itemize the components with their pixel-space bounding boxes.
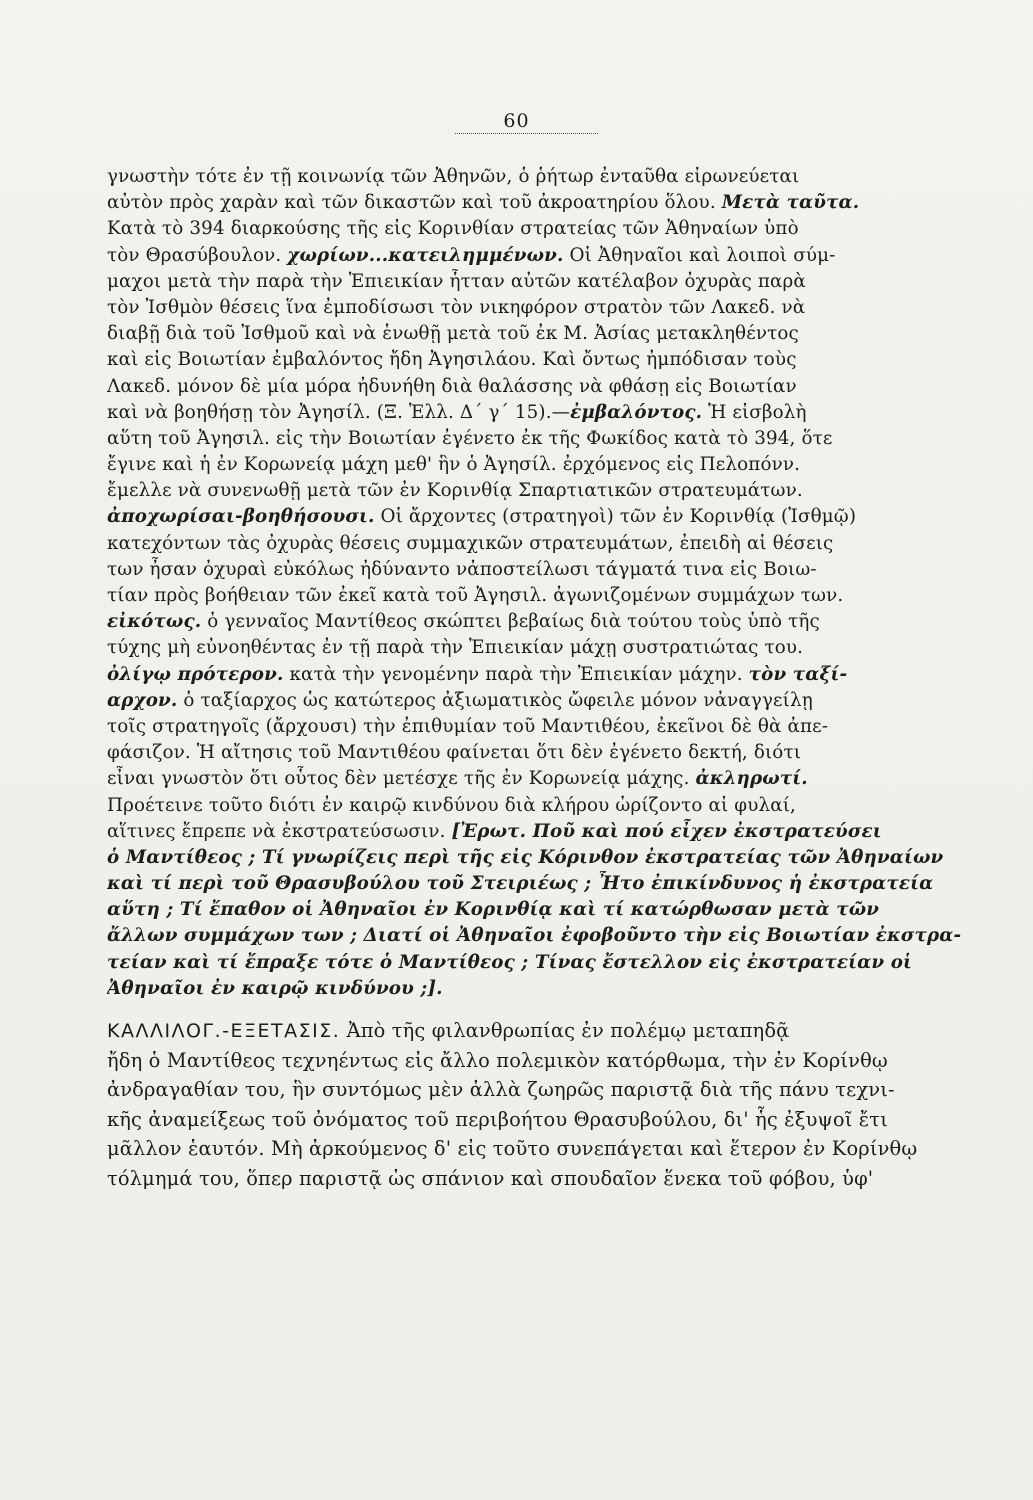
text-line: ἔγινε καὶ ἡ ἐν Κορωνείᾳ μάχη μεθ' ἣν ὁ Ἀγησίλ. ἐρχόμενος εἰς Πελοπόνν. [107, 454, 801, 476]
text-line: των ἦσαν ὀχυραὶ εὐκόλως ἠδύναντο νἀποστείλωσι τάγματά τινα εἰς Βοιω- [107, 558, 817, 580]
text-line: τύχης μὴ εὐνοηθέντας ἐν τῇ παρὰ τὴν Ἐπιεικίαν μάχῃ συστρατιώτας του. [107, 637, 804, 659]
text-line: κῆς ἀναμείξεως τοῦ ὀνόματος τοῦ περιβοήτου Θρασυβούλου, δι' ἧς ἐξυψοῖ ἔτι [107, 1107, 888, 1131]
lemma: ὀλίγῳ πρότερον. [107, 663, 284, 685]
text-line: ἀποχωρίσαι-βοηθήσουσι. Οἱ ἄρχοντες (στρατηγοὶ) τῶν ἐν Κορινθίᾳ (Ἰσθμῷ) [107, 506, 857, 528]
text-line: τοῖς στρατηγοῖς (ἄρχουσι) τὴν ἐπιθυμίαν τοῦ Μαντιθέου, ἐκεῖνοι δὲ θὰ ἀπε- [107, 715, 829, 737]
text-line: εἶναι γνωστὸν ὅτι οὗτος δὲν μετέσχε τῆς ἐν Κορωνείᾳ μάχης. ἀκληρωτί. [107, 768, 808, 790]
lemma: Μετὰ ταῦτα. [721, 192, 860, 214]
text-line: γνωστὴν τότε ἐν τῇ κοινωνίᾳ τῶν Ἀθηνῶν, ὁ ῥήτωρ ἐνταῦθα εἰρωνεύεται [107, 166, 800, 187]
text-line: φάσιζον. Ἡ αἴτησις τοῦ Μαντιθέου φαίνεται ὅτι δὲν ἐγένετο δεκτή, διότι [107, 742, 802, 764]
text-line: Προέτεινε τοῦτο διότι ἐν καιρῷ κινδύνου διὰ κλήρου ὡρίζοντο αἱ φυλαί, [107, 794, 797, 816]
text-line: αἵτινες ἔπρεπε νὰ ἐκστρατεύσωσιν. [Ἐρωτ. Ποῦ καὶ πού εἶχεν ἐκστρατεύσει [107, 820, 882, 842]
text-line: εἰκότως. ὁ γενναῖος Μαντίθεος σκώπτει βεβαίως διὰ τούτου τοὺς ὑπὸ τῆς [107, 611, 820, 633]
text-line: κατεχόντων τὰς ὀχυρὰς θέσεις συμμαχικῶν στρατευμάτων, ἐπειδὴ αἱ θέσεις [107, 532, 834, 554]
question-line: καὶ τί περὶ τοῦ Θρασυβούλου τοῦ Στειριέως ; Ἦτο ἐπικίνδυνος ἡ ἐκστρατεία [107, 873, 934, 895]
text-line: αὐτὸν πρὸς χαρὰν καὶ τῶν δικαστῶν καὶ τοῦ ἀκροατηρίου ὅλου. Μετὰ ταῦτα. [107, 192, 860, 214]
lemma: χωρίων...κατειλημμένων. [287, 244, 564, 266]
questions-start: [Ἐρωτ. Ποῦ καὶ πού εἶχεν ἐκστρατεύσει [451, 820, 882, 842]
question-line: αὕτη ; Τί ἔπαθον οἱ Ἀθηναῖοι ἐν Κορινθίᾳ καὶ τί κατώρθωσαν μετὰ τῶν [107, 899, 880, 921]
lemma: ἀποχωρίσαι-βοηθήσουσι. [107, 506, 375, 528]
question-line: ὁ Μαντίθεος ; Τί γνωρίζεις περὶ τῆς εἰς Κόρινθον ἐκστρατείας τῶν Ἀθηναίων [107, 846, 944, 868]
text-line: μᾶλλον ἑαυτόν. Μὴ ἀρκούμενος δ' εἰς τοῦτο συνεπάγεται καὶ ἕτερον ἐν Κορίνθῳ [107, 1137, 918, 1160]
text-line: διαβῇ διὰ τοῦ Ἰσθμοῦ καὶ νὰ ἑνωθῇ μετὰ τοῦ ἐκ Μ. Ἀσίας μετακληθέντος [107, 323, 799, 345]
text-line: ὀλίγῳ πρότερον. κατὰ τὴν γενομένην παρὰ τὴν Ἐπιεικίαν μάχην. τὸν ταξί- [107, 663, 848, 685]
question-line: τείαν καὶ τί ἔπραξε τότε ὁ Μαντίθεος ; Τίνας ἔστελλον εἰς ἐκστρατείαν οἱ [107, 951, 913, 973]
exegesis-first-line: ΚΑΛΛΙΛΟΓ.-ΕΞΕΤΑΣΙΣ. Ἀπὸ τῆς φιλανθρωπίας ἐν πολέμῳ μεταπηδᾷ [107, 1019, 790, 1042]
lemma: ἀκληρωτί. [695, 768, 808, 790]
lemma: εἰκότως. [107, 611, 202, 633]
question-line: ἄλλων συμμάχων των ; Διατί οἱ Ἀθηναῖοι ἐφοβοῦντο τὴν εἰς Βοιωτίαν ἐκστρα- [107, 925, 962, 947]
header-divider [455, 133, 598, 134]
text-line: τίαν πρὸς βοήθειαν τῶν ἐκεῖ κατὰ τοῦ Ἀγησιλ. ἀγωνιζομένων συμμάχων των. [107, 585, 844, 606]
text-line: καὶ νὰ βοηθήσῃ τὸν Ἀγησίλ. (Ξ. Ἑλλ. Δ΄ γ΄ 15).—ἐμβαλόντος. Ἡ εἰσβολὴ [107, 401, 807, 423]
text-line: τὸν Ἰσθμὸν θέσεις ἵνα ἐμποδίσωσι τὸν νικηφόρον στρατὸν τῶν Λακεδ. νὰ [107, 296, 806, 318]
text-line: Κατὰ τὸ 394 διαρκούσης τῆς εἰς Κορινθίαν στρατείας τῶν Ἀθηναίων ὑπὸ [107, 218, 799, 240]
question-line: Ἀθηναῖοι ἐν καιρῷ κινδύνου ;]. [107, 977, 443, 999]
text-line: Λακεδ. μόνον δὲ μία μόρα ἠδυνήθη διὰ θαλάσσης νὰ φθάσῃ εἰς Βοιωτίαν [107, 375, 797, 397]
text-line: καὶ εἰς Βοιωτίαν ἐμβαλόντος ἤδη Ἀγησιλάου. Καὶ ὄντως ἠμπόδισαν τοὺς [107, 349, 797, 371]
section-gap [107, 1002, 987, 1016]
page-number: 60 [503, 110, 530, 132]
text-line: τόλμημά του, ὅπερ παριστᾷ ὡς σπάνιον καὶ σπουδαῖον ἕνεκα τοῦ φόβου, ὑφ' [107, 1166, 874, 1190]
commentary-body [107, 164, 987, 1193]
text-line: αὕτη τοῦ Ἀγησιλ. εἰς τὴν Βοιωτίαν ἐγένετο ἐκ τῆς Φωκίδος κατὰ τὸ 394, ὅτε [107, 427, 833, 449]
lemma: ἐμβαλόντος. [570, 401, 703, 423]
section-heading: ΚΑΛΛΙΛΟΓ.-ΕΞΕΤΑΣΙΣ. [107, 1020, 341, 1042]
text-line: αρχον. ὁ ταξίαρχος ὡς κατώτερος ἀξιωματικὸς ὤφειλε μόνον νἀναγγείλῃ [107, 689, 813, 711]
text-line: ἤδη ὁ Μαντίθεος τεχνηέντως εἰς ἄλλο πολεμικὸν κατόρθωμα, τὴν ἐν Κορίνθῳ [107, 1048, 888, 1072]
lemma: τὸν ταξί- [748, 663, 848, 685]
text-line: ἔμελλε νὰ συνενωθῇ μετὰ τῶν ἐν Κορινθίᾳ Σπαρτιατικῶν στρατευμάτων. [107, 480, 803, 502]
lemma: αρχον. [107, 689, 178, 711]
text-line: μαχοι μετὰ τὴν παρὰ τὴν Ἐπιεικίαν ἧτταν αὐτῶν κατέλαβον ὀχυρὰς παρὰ [107, 270, 806, 292]
text-line: τὸν Θρασύβουλον. χωρίων...κατειλημμένων. Οἱ Ἀθηναῖοι καὶ λοιποὶ σύμ- [107, 244, 836, 266]
text-line: ἀνδραγαθίαν του, ἣν συντόμως μὲν ἀλλὰ ζωηρῶς παριστᾷ διὰ τῆς πάνυ τεχνι- [107, 1078, 895, 1101]
